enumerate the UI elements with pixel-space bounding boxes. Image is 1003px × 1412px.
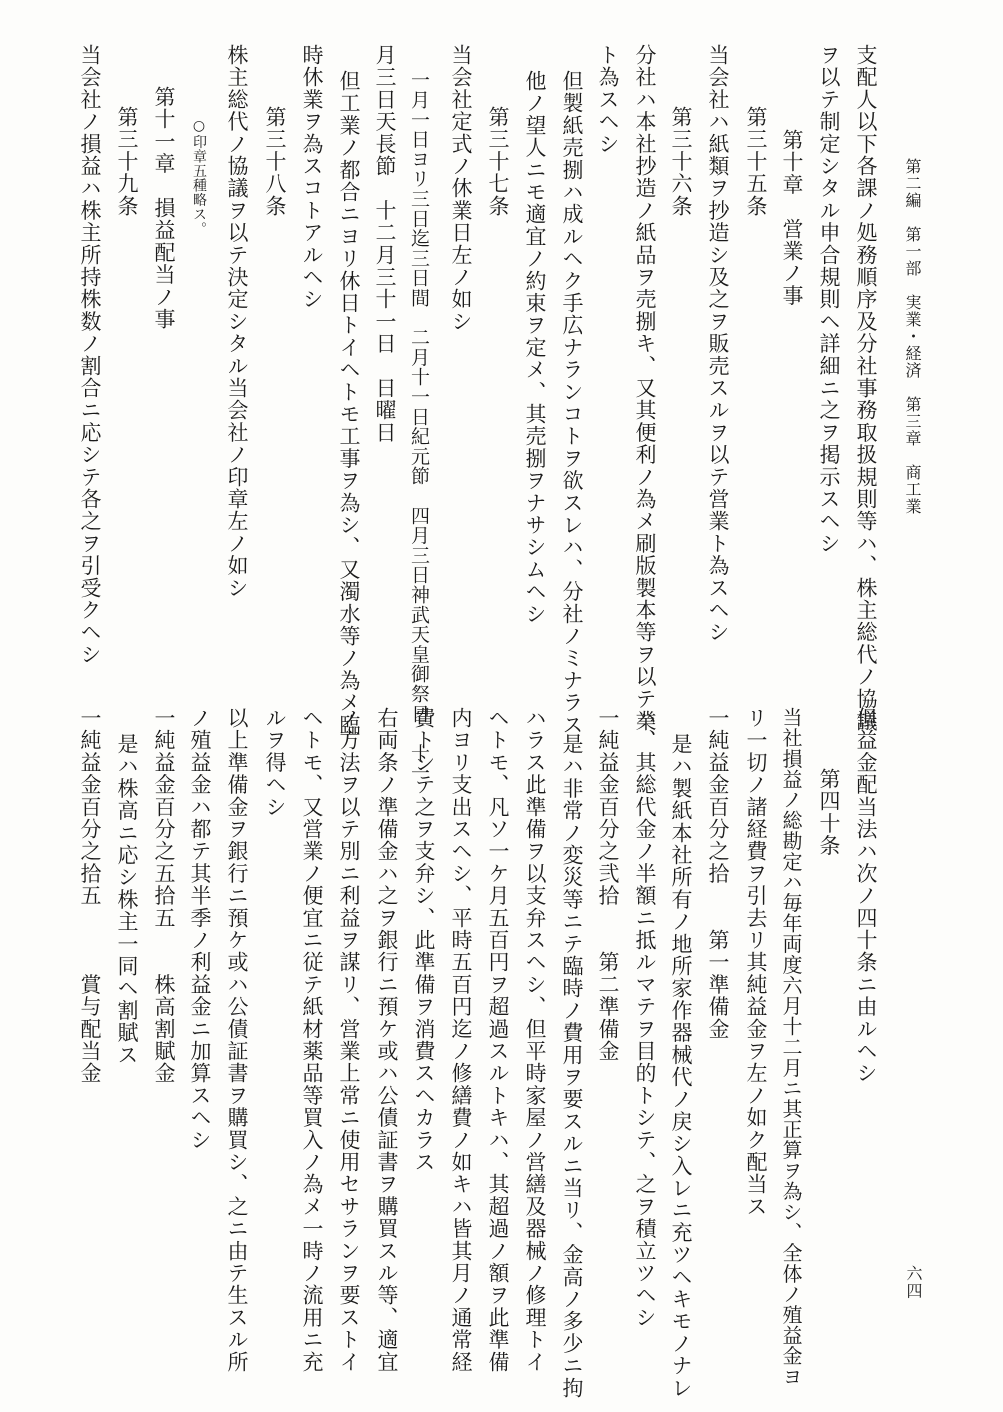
text-column-upper-22: 当会社ノ損益ハ株主所持株数ノ割合ニ応シテ各之ヲ引受クヘシ	[78, 44, 102, 666]
text-column-upper-13: 一月一日ヨリ三日迄三日間 二月十一日紀元節 四月三日神武天皇御祭日 十一	[408, 70, 430, 783]
text-column-upper-19: ○印章五種略ス。	[191, 118, 207, 236]
text-column-upper-10: 他ノ望人ニモ適宜ノ約束ヲ定メ、其売捌ヲナサシムヘシ	[523, 70, 547, 625]
text-column-lower-17: ルヲ得ヘシ	[263, 707, 287, 818]
text-column-lower-20: 一純益金百分之五拾五 株高割賦金	[152, 707, 176, 1085]
article-heading-38: 第三十八条	[263, 106, 287, 217]
text-column-lower-5: 一純益金百分之拾 第一準備金	[706, 707, 730, 1040]
text-column-lower-7: ハ、其総代金ノ半額ニ抵ルマテヲ目的トシテ、之ヲ積立ツヘシ	[633, 707, 657, 1329]
text-column-lower-21: 是ハ株高ニ応シ株主一同ヘ割賦ス	[115, 733, 139, 1066]
chapter-heading-10: 第十章 営業ノ事	[780, 129, 804, 307]
text-column-upper-2: ヲ以テ制定シタル申合規則ヘ詳細ニ之ヲ掲示スヘシ	[817, 44, 841, 555]
text-column-upper-8: ト為スヘシ	[596, 44, 620, 155]
article-heading-37: 第三十七条	[486, 106, 510, 217]
chapter-heading-11: 第十一章 損益配当ノ事	[152, 86, 176, 331]
text-column-lower-14: 右両条ノ準備金ハ之ヲ銀行ニ預ケ或ハ公債証書ヲ購買スル等、適宜	[375, 707, 399, 1374]
text-column-lower-12: 内ヨリ支出スヘシ、平時五百円迄ノ修繕費ノ如キハ皆其月ノ通常経	[449, 707, 473, 1373]
text-column-lower-9: 是ハ非常ノ変災等ニテ臨時ノ費用ヲ要スルニ当リ、金高ノ多少ニ拘	[560, 733, 584, 1399]
text-column-upper-7: 分社ハ本社抄造ノ紙品ヲ売捌キ、又其便利ノ為メ刷版製本等ヲ以テ業	[633, 44, 657, 733]
text-column-upper-1: 支配人以下各課ノ処務順序及分社事務取扱規則等ハ、株主総代ノ協議	[854, 44, 878, 733]
article-heading-35: 第三十五条	[744, 106, 768, 217]
text-column-lower-10: ハラス此準備ヲ以支弁スヘシ、但平時家屋ノ営繕及器械ノ修理トイ	[523, 707, 547, 1373]
page-number: 六四	[904, 1265, 923, 1300]
text-column-upper-15: 但工業ノ都合ニヨリ休日トイヘトモ工事ヲ為シ、又濁水等ノ為メ臨	[337, 70, 361, 736]
article-heading-39: 第三十九条	[115, 106, 139, 217]
text-column-upper-18: 株主総代ノ協議ヲ以テ決定シタル当会社ノ印章左ノ如シ	[225, 44, 249, 599]
text-column-upper-14: 月三日天長節 十二月三十一日 日曜日	[373, 44, 397, 444]
text-column-upper-16: 時休業ヲ為スコトアルヘシ	[300, 44, 324, 311]
text-column-lower-11: ヘトモ、凡ソ一ケ月五百円ヲ超過スルトキハ、其超過ノ額ヲ此準備	[486, 707, 510, 1373]
text-column-lower-19: ノ殖益金ハ都テ其半季ノ利益金ニ加算スヘシ	[188, 707, 212, 1151]
running-head: 第二編 第一部 実業・経済 第三章 商工業	[903, 158, 922, 515]
text-column-upper-12: 当会社定式ノ休業日左ノ如シ	[449, 44, 473, 333]
text-column-lower-1: 但益金配当法ハ次ノ四十条ニ由ルヘシ	[854, 707, 878, 1085]
text-column-lower-22: 一純益金百分之拾五 賞与配当金	[78, 707, 102, 1085]
text-column-lower-3: 当社損益ノ総勘定ハ毎年両度六月十二月ニ其正算ヲ為シ、全体ノ殖益金ヨ	[779, 707, 803, 1387]
article-heading-36: 第三十六条	[669, 106, 693, 217]
article-heading-40: 第四十条	[817, 768, 841, 857]
text-column-upper-5: 当会社ハ紙類ヲ抄造シ及之ヲ販売スルヲ以テ営業ト為スヘシ	[706, 44, 730, 644]
text-column-lower-6: 是ハ製紙本社所有ノ地所家作器械代ノ戻シ入レニ充ツヘキモノナレ	[669, 733, 693, 1399]
text-column-lower-15: ノ方法ヲ以テ別ニ利益ヲ謀リ、営業上常ニ使用セサランヲ要ストイ	[337, 707, 361, 1373]
text-column-lower-8: 一純益金百分之弐拾 第二準備金	[596, 707, 620, 1063]
text-column-upper-9: 但製紙売捌ハ成ルヘク手広ナランコトヲ欲スレハ、分社ノミナラス	[560, 70, 584, 736]
text-column-lower-13: 費トシテ之ヲ支弁シ、此準備ヲ消費スヘカラス	[412, 707, 436, 1174]
text-column-lower-16: ヘトモ、又営業ノ便宜ニ従テ紙材薬品等買入ノ為メ一時ノ流用ニ充	[300, 707, 324, 1373]
text-column-lower-4: リ一切ノ諸経費ヲ引去リ其純益金ヲ左ノ如ク配当ス	[744, 707, 768, 1218]
text-column-lower-18: 以上準備金ヲ銀行ニ預ケ或ハ公債証書ヲ購買シ、之ニ由テ生スル所	[225, 707, 249, 1374]
